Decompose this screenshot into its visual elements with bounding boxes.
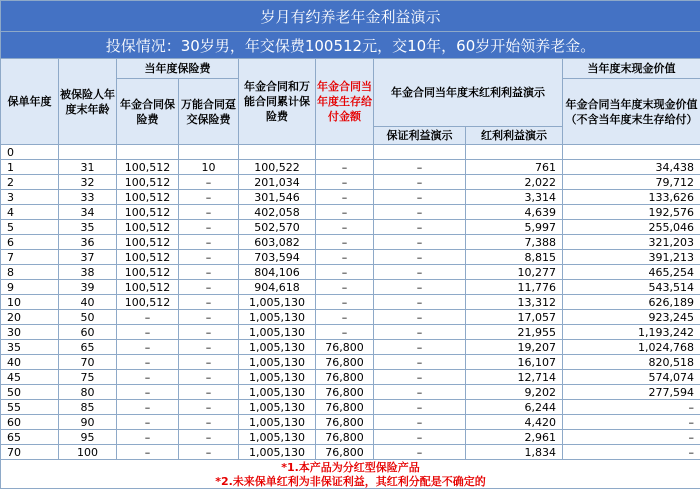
cell-dividend: 761 [466,160,563,175]
cell-policy-year: 9 [1,280,59,295]
table-row [1,190,700,205]
cell-insured-age [59,145,117,160]
cell-insured-age: 95 [59,430,117,445]
cell-cumulative-premium: 502,570 [239,220,316,235]
header-dividend-group: 年金合同当年度末红利利益演示 [374,59,563,127]
cell-policy-year: 60 [1,415,59,430]
cell-cash-value: 192,576 [563,205,700,220]
cell-cumulative-premium [239,145,316,160]
cell-survival-benefit: 76,800 [316,400,374,415]
cell-universal-premium [179,145,239,160]
header-cash-value: 年金合同当年度末现金价值（不含当年度末生存给付） [563,79,700,145]
cell-survival-benefit: – [316,235,374,250]
cell-cash-value: – [563,415,700,430]
cell-cumulative-premium: 1,005,130 [239,400,316,415]
cell-guaranteed: – [374,415,466,430]
cell-survival-benefit: – [316,295,374,310]
cell-dividend: 21,955 [466,325,563,340]
cell-guaranteed: – [374,355,466,370]
cell-cash-value: 277,594 [563,385,700,400]
cell-policy-year: 8 [1,265,59,280]
cell-cash-value: 543,514 [563,280,700,295]
table-row [1,310,700,325]
cell-survival-benefit: – [316,190,374,205]
cell-guaranteed: – [374,340,466,355]
page-subtitle: 投保情况：30岁男，年交保费100512元，交10年，60岁开始领养老金。 [1,32,700,59]
benefit-table-body [1,145,700,460]
cell-dividend: 3,314 [466,190,563,205]
cell-cumulative-premium: 100,522 [239,160,316,175]
cell-dividend: 10,277 [466,265,563,280]
cell-dividend: 17,057 [466,310,563,325]
cell-survival-benefit: – [316,325,374,340]
header-universal-premium: 万能合同趸交保险费 [179,79,239,145]
cell-survival-benefit: – [316,265,374,280]
cell-insured-age: 50 [59,310,117,325]
cell-cash-value: 820,518 [563,355,700,370]
cell-cumulative-premium: 703,594 [239,250,316,265]
cell-insured-age: 65 [59,340,117,355]
cell-survival-benefit: – [316,220,374,235]
cell-annuity-premium: – [117,400,179,415]
header-guaranteed: 保证利益演示 [374,127,466,145]
cell-universal-premium: – [179,355,239,370]
table-row [1,370,700,385]
cell-dividend: 4,420 [466,415,563,430]
header-dividend: 红利利益演示 [466,127,563,145]
cell-universal-premium: – [179,430,239,445]
cell-annuity-premium: – [117,325,179,340]
cell-policy-year: 35 [1,340,59,355]
cell-cumulative-premium: 603,082 [239,235,316,250]
cell-survival-benefit: – [316,205,374,220]
cell-policy-year: 40 [1,355,59,370]
cell-cash-value: 1,193,242 [563,325,700,340]
cell-guaranteed: – [374,235,466,250]
table-row [1,160,700,175]
cell-annuity-premium: – [117,445,179,460]
header-cumulative-premium: 年金合同和万能合同累计保险费 [239,59,316,145]
cell-annuity-premium: 100,512 [117,280,179,295]
header-insured-age: 被保险人年度末年龄 [59,59,117,145]
cell-survival-benefit: – [316,310,374,325]
cell-universal-premium: – [179,340,239,355]
cell-cumulative-premium: 201,034 [239,175,316,190]
cell-guaranteed: – [374,325,466,340]
cell-insured-age: 36 [59,235,117,250]
cell-insured-age: 32 [59,175,117,190]
cell-annuity-premium: – [117,370,179,385]
cell-dividend: 13,312 [466,295,563,310]
cell-annuity-premium: – [117,430,179,445]
cell-policy-year: 55 [1,400,59,415]
table-row [1,235,700,250]
cell-universal-premium: – [179,415,239,430]
table-row [1,355,700,370]
cell-cash-value: 255,046 [563,220,700,235]
cell-dividend: 1,834 [466,445,563,460]
cell-insured-age: 70 [59,355,117,370]
cell-cumulative-premium: 1,005,130 [239,325,316,340]
cell-cumulative-premium: 904,618 [239,280,316,295]
cell-guaranteed: – [374,385,466,400]
cell-annuity-premium: 100,512 [117,250,179,265]
cell-cumulative-premium: 1,005,130 [239,370,316,385]
header-policy-year: 保单年度 [1,59,59,145]
cell-policy-year: 30 [1,325,59,340]
cell-cumulative-premium: 1,005,130 [239,355,316,370]
cell-policy-year: 65 [1,430,59,445]
cell-guaranteed: – [374,430,466,445]
cell-universal-premium: 10 [179,160,239,175]
cell-cash-value: – [563,400,700,415]
note-1: *1.本产品为分红型保险产品 [1,460,700,475]
cell-policy-year: 50 [1,385,59,400]
cell-universal-premium: – [179,205,239,220]
cell-guaranteed: – [374,175,466,190]
cell-cumulative-premium: 804,106 [239,265,316,280]
table-row [1,325,700,340]
cell-cumulative-premium: 1,005,130 [239,310,316,325]
cell-dividend: 11,776 [466,280,563,295]
cell-guaranteed: – [374,280,466,295]
cell-cumulative-premium: 1,005,130 [239,415,316,430]
cell-universal-premium: – [179,310,239,325]
cell-universal-premium: – [179,265,239,280]
cell-cumulative-premium: 301,546 [239,190,316,205]
cell-cash-value: 321,203 [563,235,700,250]
cell-cash-value: 923,245 [563,310,700,325]
cell-cash-value: – [563,430,700,445]
cell-cumulative-premium: 402,058 [239,205,316,220]
cell-guaranteed [374,145,466,160]
table-row [1,175,700,190]
cell-dividend: 12,714 [466,370,563,385]
cell-policy-year: 0 [1,145,59,160]
cell-insured-age: 37 [59,250,117,265]
cell-universal-premium: – [179,220,239,235]
cell-cash-value: 391,213 [563,250,700,265]
table-row [1,295,700,310]
table-row [1,220,700,235]
table-row [1,265,700,280]
cell-guaranteed: – [374,370,466,385]
cell-annuity-premium: 100,512 [117,160,179,175]
cell-guaranteed: – [374,445,466,460]
cell-survival-benefit [316,145,374,160]
cell-universal-premium: – [179,445,239,460]
cell-insured-age: 33 [59,190,117,205]
cell-guaranteed: – [374,310,466,325]
cell-universal-premium: – [179,250,239,265]
cell-survival-benefit: – [316,175,374,190]
cell-insured-age: 100 [59,445,117,460]
cell-cumulative-premium: 1,005,130 [239,445,316,460]
cell-guaranteed: – [374,250,466,265]
table-row [1,205,700,220]
cell-cumulative-premium: 1,005,130 [239,385,316,400]
cell-guaranteed: – [374,190,466,205]
table-row [1,280,700,295]
cell-survival-benefit: 76,800 [316,445,374,460]
cell-policy-year: 5 [1,220,59,235]
cell-guaranteed: – [374,205,466,220]
cell-annuity-premium: 100,512 [117,190,179,205]
cell-annuity-premium: – [117,415,179,430]
cell-dividend: 5,997 [466,220,563,235]
cell-dividend: 8,815 [466,250,563,265]
cell-universal-premium: – [179,325,239,340]
cell-survival-benefit: 76,800 [316,340,374,355]
cell-policy-year: 6 [1,235,59,250]
cell-cash-value: 574,074 [563,370,700,385]
cell-survival-benefit: 76,800 [316,385,374,400]
cell-annuity-premium [117,145,179,160]
cell-dividend: 2,961 [466,430,563,445]
cell-dividend: 16,107 [466,355,563,370]
cell-policy-year: 4 [1,205,59,220]
cell-insured-age: 80 [59,385,117,400]
cell-insured-age: 40 [59,295,117,310]
cell-policy-year: 3 [1,190,59,205]
cell-survival-benefit: – [316,250,374,265]
header-annuity-premium: 年金合同保险费 [117,79,179,145]
cell-dividend: 7,388 [466,235,563,250]
cell-annuity-premium: 100,512 [117,205,179,220]
cell-annuity-premium: – [117,310,179,325]
cell-insured-age: 85 [59,400,117,415]
table-row [1,445,700,460]
table-row [1,385,700,400]
cell-survival-benefit: – [316,160,374,175]
cell-cash-value: 1,024,768 [563,340,700,355]
cell-policy-year: 20 [1,310,59,325]
cell-insured-age: 39 [59,280,117,295]
cell-dividend: 6,244 [466,400,563,415]
cell-universal-premium: – [179,370,239,385]
cell-survival-benefit: – [316,280,374,295]
cell-dividend: 19,207 [466,340,563,355]
note-2: *2.未来保单红利为非保证利益，其红利分配是不确定的 [1,474,700,489]
cell-policy-year: 1 [1,160,59,175]
cell-annuity-premium: 100,512 [117,235,179,250]
cell-cash-value: 79,712 [563,175,700,190]
cell-annuity-premium: – [117,385,179,400]
cell-policy-year: 2 [1,175,59,190]
cell-guaranteed: – [374,295,466,310]
cell-universal-premium: – [179,235,239,250]
cell-universal-premium: – [179,295,239,310]
table-row [1,250,700,265]
cell-universal-premium: – [179,175,239,190]
cell-policy-year: 45 [1,370,59,385]
cell-insured-age: 35 [59,220,117,235]
cell-annuity-premium: 100,512 [117,295,179,310]
cell-cash-value: 34,438 [563,160,700,175]
cell-cumulative-premium: 1,005,130 [239,430,316,445]
table-row [1,415,700,430]
cell-annuity-premium: – [117,340,179,355]
cell-universal-premium: – [179,280,239,295]
table-row [1,430,700,445]
cell-cash-value: – [563,445,700,460]
cell-universal-premium: – [179,400,239,415]
cell-annuity-premium: 100,512 [117,220,179,235]
header-survival-benefit: 年金合同当年度生存给付金额 [316,59,374,145]
cell-guaranteed: – [374,220,466,235]
cell-policy-year: 10 [1,295,59,310]
cell-insured-age: 31 [59,160,117,175]
cell-annuity-premium: – [117,355,179,370]
cell-guaranteed: – [374,265,466,280]
cell-insured-age: 60 [59,325,117,340]
table-row [1,400,700,415]
cell-insured-age: 34 [59,205,117,220]
cell-policy-year: 70 [1,445,59,460]
cell-cumulative-premium: 1,005,130 [239,340,316,355]
table-row [1,145,700,160]
cell-insured-age: 38 [59,265,117,280]
cell-cumulative-premium: 1,005,130 [239,295,316,310]
cell-universal-premium: – [179,385,239,400]
cell-annuity-premium: 100,512 [117,265,179,280]
cell-dividend: 4,639 [466,205,563,220]
cell-insured-age: 90 [59,415,117,430]
table-row [1,340,700,355]
header-premium-group: 当年度保险费 [117,59,239,79]
cell-universal-premium: – [179,190,239,205]
cell-cash-value: 133,626 [563,190,700,205]
cell-insured-age: 75 [59,370,117,385]
cell-cash-value: 465,254 [563,265,700,280]
header-cash-value-group: 当年度末现金价值 [563,59,700,79]
cell-dividend: 9,202 [466,385,563,400]
cell-survival-benefit: 76,800 [316,415,374,430]
cell-policy-year: 7 [1,250,59,265]
cell-dividend: 2,022 [466,175,563,190]
cell-guaranteed: – [374,400,466,415]
page-title: 岁月有约养老年金利益演示 [1,1,700,32]
cell-annuity-premium: 100,512 [117,175,179,190]
cell-guaranteed: – [374,160,466,175]
cell-cash-value [563,145,700,160]
cell-survival-benefit: 76,800 [316,430,374,445]
cell-cash-value: 626,189 [563,295,700,310]
cell-survival-benefit: 76,800 [316,355,374,370]
cell-survival-benefit: 76,800 [316,370,374,385]
cell-dividend [466,145,563,160]
